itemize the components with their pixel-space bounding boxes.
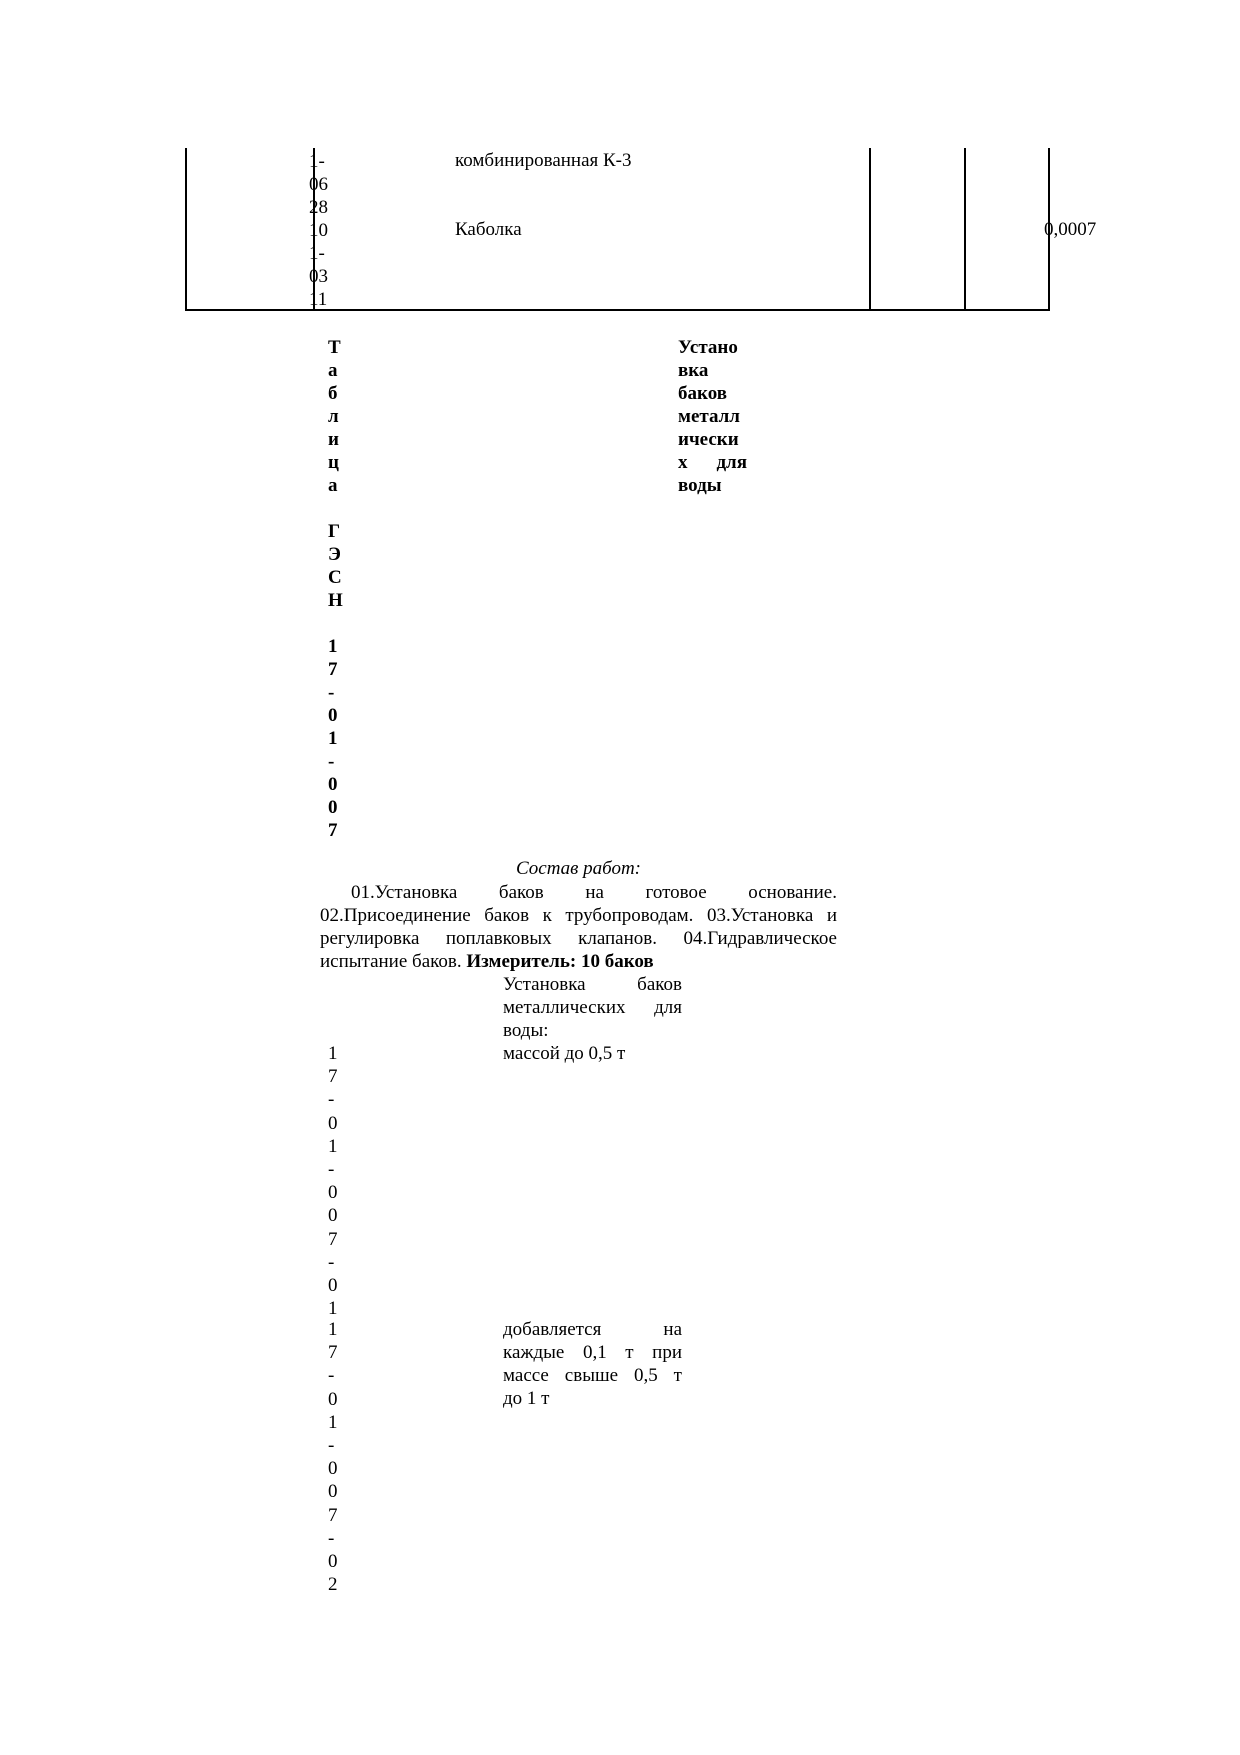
table-row-name: комбинированная К-3 bbox=[455, 150, 632, 171]
work-line-last bbox=[320, 950, 837, 973]
work-line: 02.Присоединение баков к трубопроводам. 03.Установка и bbox=[320, 905, 837, 926]
table-number-vertical: Т а б л и ц а Г Э С Н 1 7 - 0 1 - 0 0 7 bbox=[328, 337, 343, 841]
table-row-name: Каболка bbox=[455, 219, 522, 240]
norm-description-line: массой до 0,5 т bbox=[503, 1043, 626, 1064]
measure-unit: Измеритель: 10 баков bbox=[466, 951, 654, 972]
norm-description-line: добавляется на bbox=[503, 1319, 682, 1340]
table-row-code: 1- 03 11 bbox=[309, 243, 328, 310]
table-title-line: Устано bbox=[678, 337, 738, 358]
table-border-left bbox=[185, 148, 187, 311]
norm-description-line: каждые 0,1 т при bbox=[503, 1342, 682, 1363]
table-title bbox=[678, 336, 747, 497]
norm-group-title bbox=[503, 973, 682, 1042]
work-line: 01.Установка баков на готовое основание. bbox=[351, 882, 837, 903]
norm-description-line: массе свыше 0,5 т bbox=[503, 1365, 682, 1386]
norm-code: 1 7 - 0 1 - 0 0 7 - 0 2 bbox=[328, 1319, 338, 1596]
table-title-line: вка bbox=[678, 360, 709, 381]
table-title-line: ически bbox=[678, 429, 739, 450]
norm-description bbox=[503, 1042, 682, 1065]
table-title-line: х для bbox=[678, 452, 747, 473]
work-composition-text bbox=[320, 881, 837, 973]
table-title-line: металл bbox=[678, 406, 740, 427]
norm-description-line: до 1 т bbox=[503, 1388, 550, 1409]
norm-group-title-line: Установка баков bbox=[503, 974, 682, 995]
table-title-line: воды bbox=[678, 475, 722, 496]
table-border-unit bbox=[869, 148, 871, 311]
norm-group-title-line: воды: bbox=[503, 1020, 549, 1041]
work-line: регулировка поплавковых клапанов. 04.Гидравлическое bbox=[320, 928, 837, 949]
norm-group-title-line: металлических для bbox=[503, 997, 682, 1018]
table-border-qty bbox=[964, 148, 966, 311]
table-title-line: баков bbox=[678, 383, 727, 404]
table-row-value: 0,0007 bbox=[1044, 219, 1097, 240]
work-composition-heading: Состав работ: bbox=[515, 858, 642, 879]
norm-description bbox=[503, 1318, 682, 1410]
work-line-text: испытание баков. bbox=[320, 951, 462, 972]
norm-code: 1 7 - 0 1 - 0 0 7 - 0 1 bbox=[328, 1043, 338, 1320]
table-row-code: 1- 06 28 10 bbox=[309, 151, 328, 241]
